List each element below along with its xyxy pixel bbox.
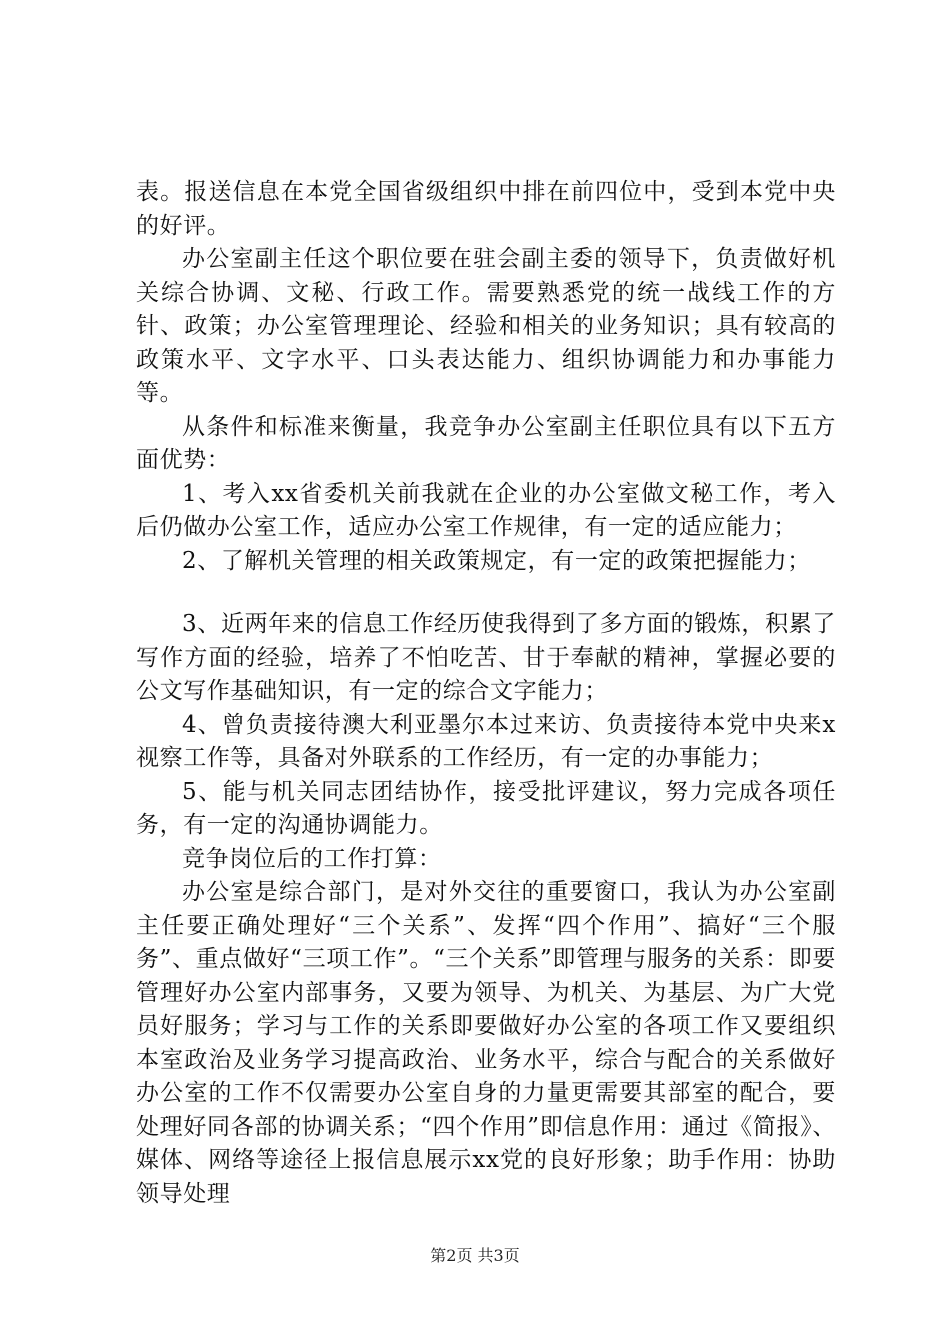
paragraph-work-plan-heading: 竞争岗位后的工作打算： <box>182 845 442 872</box>
paragraph-advantage-5: 5、能与机关同志团结协作，接受批评建议，努力完成各项任务，有一定的沟通协调能力。 <box>136 778 836 838</box>
page-footer: 第2页 共3页 <box>430 1246 520 1265</box>
paragraph-advantages-intro: 从条件和标准来衡量，我竞争办公室副主任职位具有以下五方面优势： <box>136 413 836 473</box>
paragraph-advantage-3: 3、近两年来的信息工作经历使我得到了多方面的锻炼，积累了写作方面的经验，培养了不怕吃苦、甘于奉献的精神，掌握必要的公文写作基础知识，有一定的综合文字能力； <box>136 611 836 704</box>
paragraph-advantage-1: 1、考入xx省委机关前我就在企业的办公室做文秘工作，考入后仍做办公室工作，适应办公室工作规律，有一定的适应能力； <box>136 480 836 540</box>
paragraph-work-plan: 办公室是综合部门，是对外交往的重要窗口，我认为办公室副主任要正确处理好“三个关系”、发挥“四个作用”、搞好“三个服务”、重点做好“三项工作”。“三个关系”即管理与服务的关系：即要管理好办公室内部事务，又要为领导、为机关、为基层、为广大党员好服务；学习与工作的关系即要做好办公室的各项工作又要组织本室政治及业务学习提高政治、业务水平，综合与配合的关系做好办公室的工作不仅需要办公室自身的力量更需要其部室的配合，要处理好同各部的协调关系；“四个作用”即信息作用：通过《简报》、媒体、网络等途径上报信息展示xx党的良好形象；助手作用：协助领导处理 <box>136 879 836 1207</box>
paragraph-position-duties: 办公室副主任这个职位要在驻会副主委的领导下，负责做好机关综合协调、文秘、行政工作。需要熟悉党的统一战线工作的方针、政策；办公室管理理论、经验和相关的业务知识；具有较高的政策水平、文字水平、口头表达能力、组织协调能力和办事能力等。 <box>136 246 836 406</box>
paragraph-continuation: 表。报送信息在本党全国省级组织中排在前四位中，受到本党中央的好评。 <box>136 179 836 239</box>
document-body <box>136 176 836 1211</box>
paragraph-advantage-2: 2、了解机关管理的相关政策规定，有一定的政策把握能力； <box>182 547 811 574</box>
paragraph-advantage-4: 4、曾负责接待澳大利亚墨尔本过来访、负责接待本党中央来x视察工作等，具备对外联系的工作经历，有一定的办事能力； <box>136 711 836 771</box>
paragraph-spacer <box>136 578 836 608</box>
